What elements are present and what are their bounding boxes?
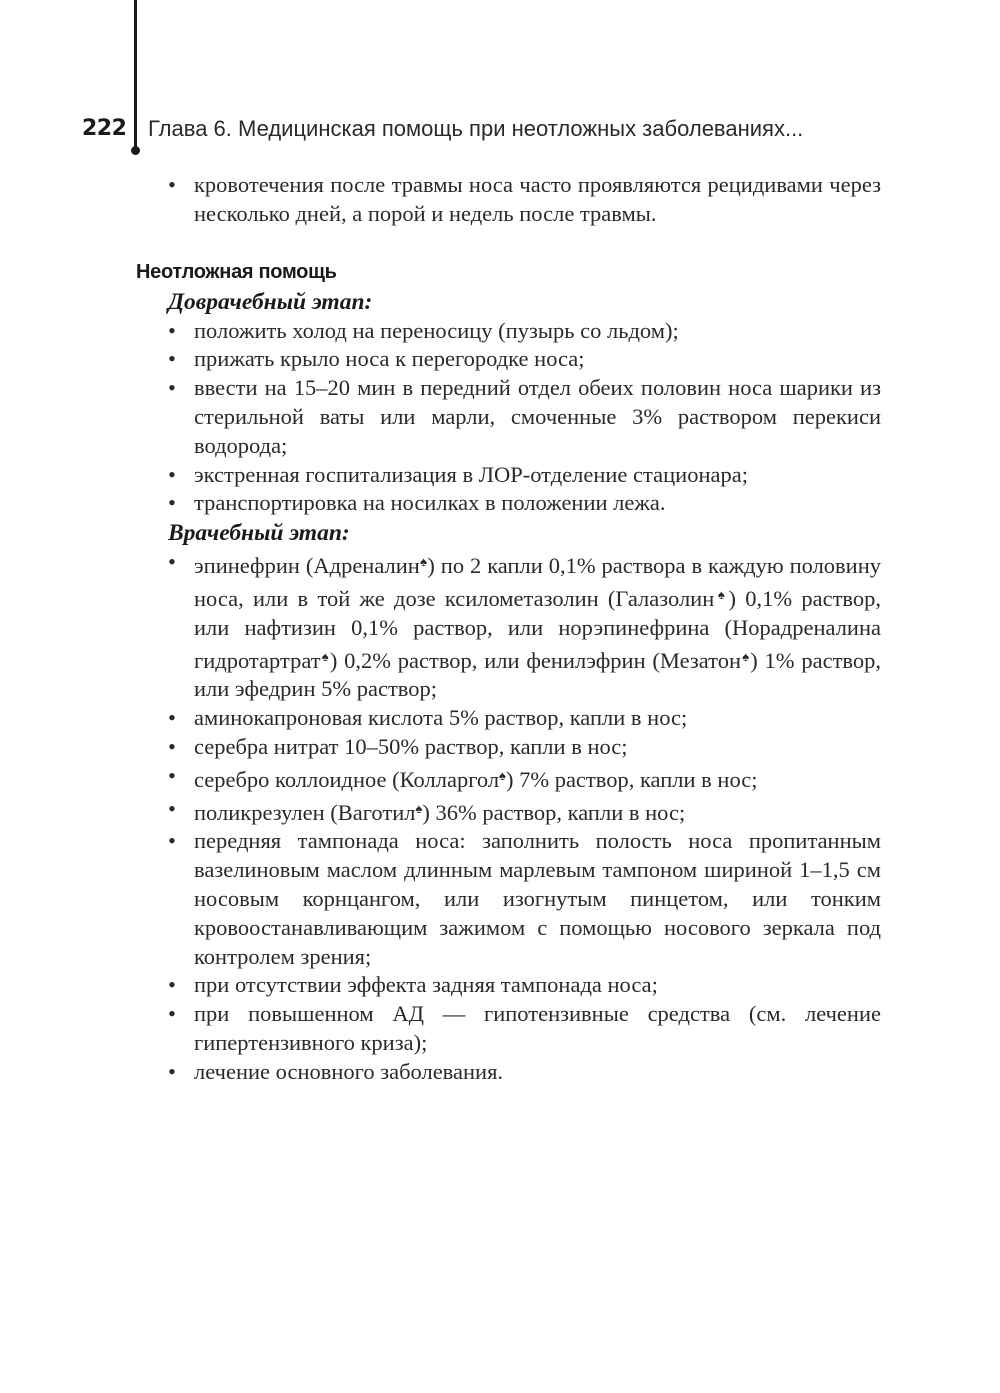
drug-mark-icon: ♠ bbox=[419, 554, 428, 570]
bullet: • bbox=[168, 972, 176, 998]
list-item: • кровотечения после травмы носа часто проявляются рецидивами через несколько дней, а порой и недель после травмы. bbox=[168, 172, 881, 226]
list-item: • при отсутствии эффекта задняя тампонада носа; bbox=[136, 971, 881, 1000]
list-item: • лечение основного заболевания. bbox=[136, 1058, 881, 1087]
bullet: • bbox=[168, 795, 176, 821]
list-item: • передняя тампонада носа: заполнить полость носа пропитанным вазелиновым маслом длинным марлевым тампоном шириной 1–1,5 см носовым корнцангом, или изогнутым пинцетом, или тонким кровоостанавливающим зажимом с помощью носового зеркала под контролем зрения; bbox=[168, 828, 881, 969]
prehospital-stage-title: Доврачебный этап: bbox=[168, 288, 373, 315]
list-item: • эпинефрин (Адреналин♠) по 2 капли 0,1% раствора в каждую половину носа, или в той же дозе ксилометазолин (Галазолин♠) 0,1% раствор, или нафтизин 0,1% раствор, или норэпинефрина (Норадреналина гидротартрат♠) 0,2% раствор, или фенилэфрин (Мезатон♠) 1% раствор, или эфедрин 5% раствор; bbox=[168, 549, 882, 702]
bullet: • bbox=[168, 346, 176, 372]
prehospital-list bbox=[136, 317, 881, 519]
bullet: • bbox=[168, 490, 176, 516]
bullet: • bbox=[168, 1001, 176, 1027]
bullet: • bbox=[168, 317, 176, 343]
medical-list bbox=[136, 548, 881, 1086]
bullet: • bbox=[168, 705, 176, 731]
bullet: • bbox=[168, 762, 176, 788]
margin-rule bbox=[134, 0, 137, 152]
drug-mark-icon: ♠ bbox=[499, 767, 506, 783]
bullet: • bbox=[168, 549, 176, 575]
list-item: • ввести на 15–20 мин в передний отдел обеих половин носа шарики из стерильной ваты или марли, смоченные 3% раствором перекиси водорода; bbox=[168, 375, 881, 458]
bullet: • bbox=[168, 375, 176, 401]
medical-stage-title: Врачебный этап: bbox=[168, 520, 350, 547]
list-item: • положить холод на переносицу (пузырь со льдом); bbox=[136, 317, 881, 346]
margin-rule-dot bbox=[131, 146, 140, 155]
list-item: • при повышенном АД — гипотензивные средства (см. лечение гипертензивного криза); bbox=[168, 1001, 881, 1055]
drug-mark-icon: ♠ bbox=[415, 800, 423, 816]
list-item: • серебра нитрат 10–50% раствор, капли в нос; bbox=[136, 733, 881, 762]
bullet: • bbox=[168, 733, 176, 759]
list-item: • экстренная госпитализация в ЛОР-отделение стационара; bbox=[136, 461, 881, 490]
list-item: • транспортировка на носилках в положении лежа. bbox=[136, 489, 881, 518]
page-body bbox=[136, 171, 881, 1087]
list-item: • прижать крыло носа к перегородке носа; bbox=[136, 345, 881, 374]
page-number: 222 bbox=[82, 116, 127, 141]
bullet: • bbox=[168, 828, 176, 854]
intro-list bbox=[136, 171, 881, 229]
drug-mark-icon: ♠ bbox=[714, 586, 729, 602]
list-item: • серебро коллоидное (Колларгол♠) 7% раствор, капли в нос; bbox=[168, 762, 758, 792]
bullet: • bbox=[168, 461, 176, 487]
bullet: • bbox=[168, 1058, 176, 1084]
section-title: Неотложная помощь bbox=[136, 260, 337, 283]
drug-mark-icon: ♠ bbox=[741, 648, 751, 664]
list-item: • аминокапроновая кислота 5% раствор, капли в нос; bbox=[136, 704, 881, 733]
drug-mark-icon: ♠ bbox=[320, 648, 330, 664]
bullet: • bbox=[168, 172, 176, 197]
list-item: • поликрезулен (Ваготил♠) 36% раствор, капли в нос; bbox=[168, 795, 686, 825]
running-head: Глава 6. Медицинская помощь при неотложных заболеваниях... bbox=[148, 116, 804, 141]
